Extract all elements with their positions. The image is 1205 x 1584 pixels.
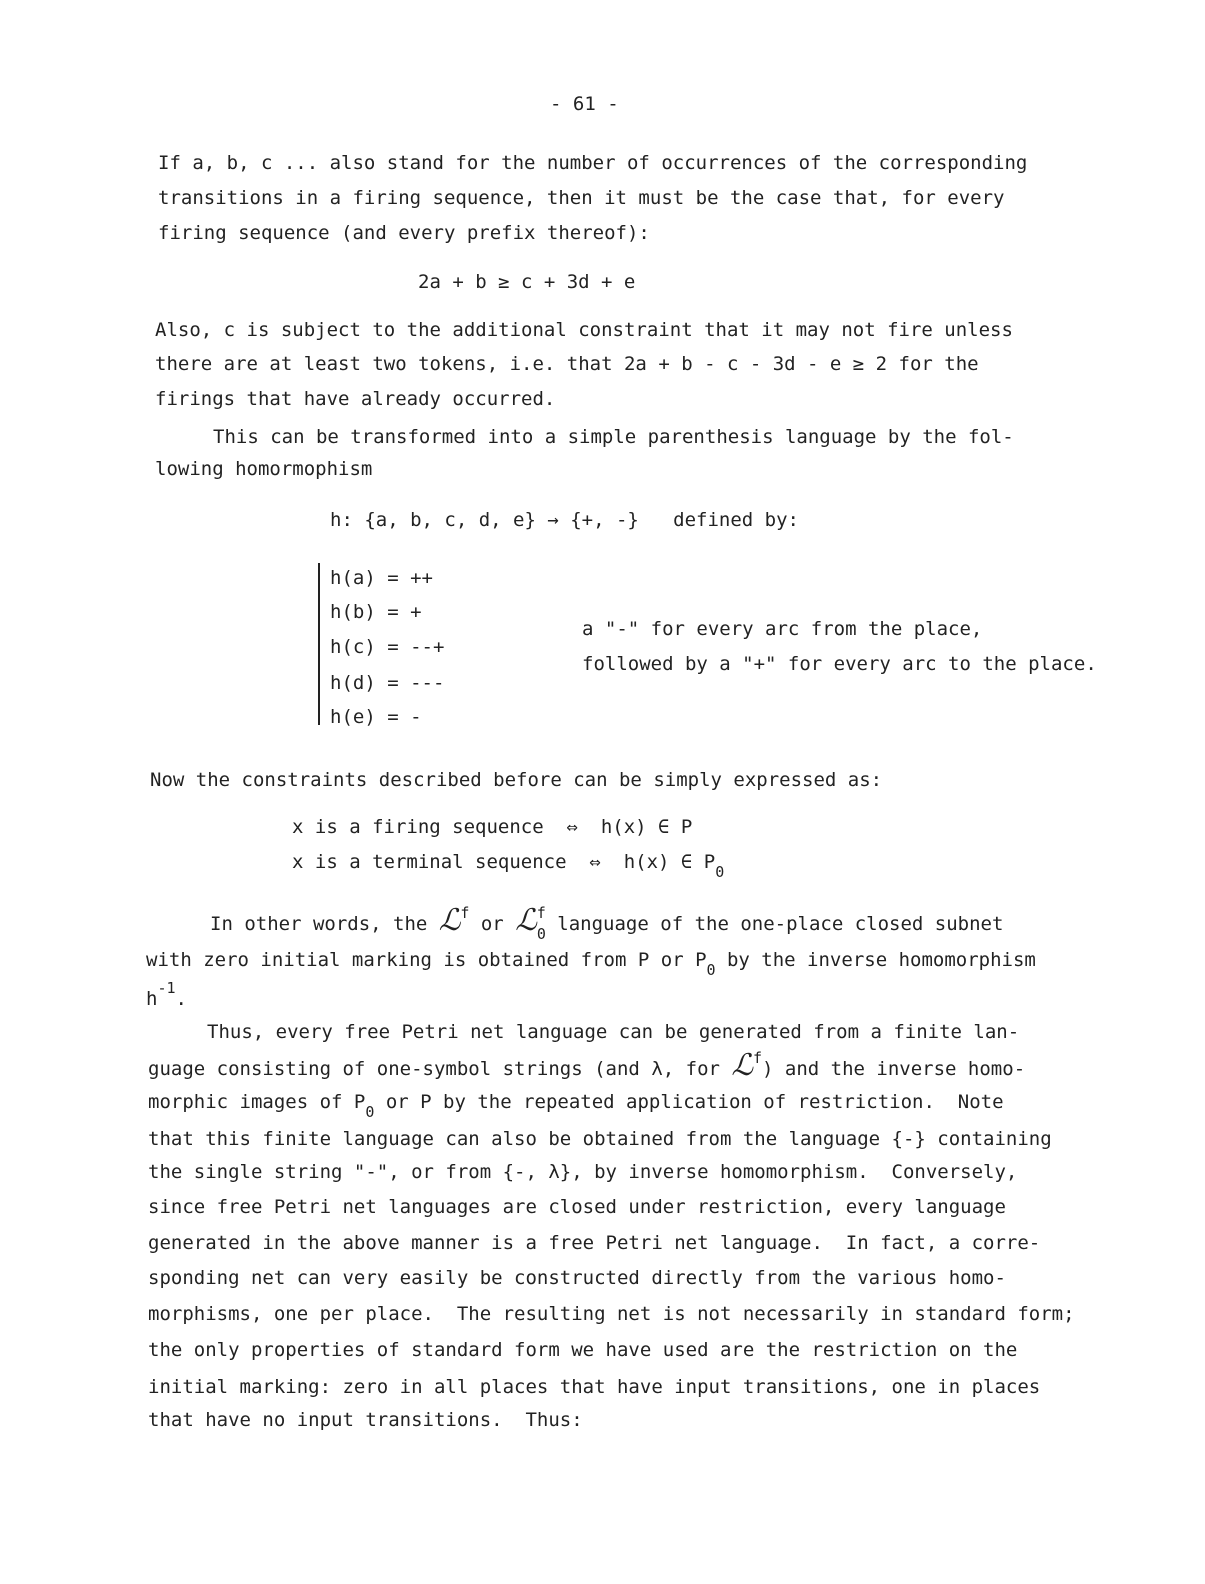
h-map-c: h(c) = --+ [330,636,445,658]
p3-line2: lowing homormophism [155,458,373,480]
p6-line10: the only properties of standard form we have used are the restriction on the [148,1339,1018,1361]
mapping-bracket [318,563,320,725]
p6-line4: that this finite language can also be obtained from the language {-} containing [148,1128,1052,1150]
p6-line3 [148,1093,1004,1120]
p6-line7: generated in the above manner is a free Petri net language. In fact, a corre- [148,1232,1041,1254]
p5-line2 [146,951,1036,978]
h-map-e: h(e) = - [330,706,422,728]
p1-line2: transitions in a firing sequence, then it must be the case that, for every [158,187,1005,209]
superscript-minus-one: -1 [157,979,176,997]
inverse-h: h [146,988,158,1010]
h-note-line2: followed by a "+" for every arc to the place. [582,653,1097,675]
p6-line3-text-b: or P by the repeated application of restriction. Note [374,1091,1004,1113]
p6-line6: since free Petri net languages are closed under restriction, every language [148,1196,1006,1218]
p5-line2-text-a: with zero initial marking is obtained from P or P [146,949,707,971]
p1-line1: If a, b, c ... also stand for the number of occurrences of the corresponding [158,152,1028,174]
p6-line2 [148,1048,1026,1083]
h-note-line1: a "-" for every arc from the place, [582,618,983,640]
p6-line11: initial marking: zero in all places that have input transitions, one in places [148,1376,1041,1398]
p3-line1: This can be transformed into a simple parenthesis language by the fol- [213,426,1014,448]
p6-line5: the single string "-", or from {-, λ}, by inverse homomorphism. Conversely, [148,1161,1018,1183]
period: . [175,988,187,1010]
p5-text-a: In other words, the [210,913,439,935]
superscript-f: f [536,904,546,922]
superscript-f: f [753,1049,763,1067]
homomorphism-definition: h: {a, b, c, d, e} → {+, -} defined by: [330,509,799,531]
superscript-f: f [460,904,470,922]
p5-text-or: or [469,913,516,935]
subscript-zero: 0 [536,925,546,943]
p6-line12: that have no input transitions. Thus: [148,1409,583,1431]
p2-line3: firings that have already occurred. [155,388,556,410]
subscript-zero: 0 [365,1103,375,1121]
p2-line1: Also, c is subject to the additional constraint that it may not fire unless [155,319,1013,341]
p6-line2-text-b: ) and the inverse homo- [762,1058,1026,1080]
p4: Now the constraints described before can be simply expressed as: [150,769,883,791]
subscript-zero: 0 [706,961,716,979]
p5-line1 [210,903,1004,943]
p5-line2-text-b: by the inverse homomorphism [715,949,1036,971]
h-map-b: h(b) = + [330,601,422,623]
p5-line3 [146,981,187,1009]
p5-text-b: language of the one-place closed subnet [545,913,1004,935]
p2-line2: there are at least two tokens, i.e. that 2a + b - c - 3d - e ≥ 2 for the [155,353,979,375]
p6-line3-text-a: morphic images of P [148,1091,366,1113]
equation-inequality: 2a + b ≥ c + 3d + e [418,271,636,293]
p6-line1: Thus, every free Petri net language can be generated from a finite lan- [207,1021,1020,1043]
constraint-firing: x is a firing sequence ⇔ h(x) ∈ P [292,816,693,838]
script-l-symbol: ℒ [515,903,537,938]
script-l-symbol: ℒ [438,903,461,938]
subscript-zero: 0 [715,863,725,881]
page-number: - 61 - [550,93,619,115]
constraint-terminal [292,853,724,880]
h-map-a: h(a) = ++ [330,567,433,589]
p6-line8: sponding net can very easily be constructed directly from the various homo- [148,1267,1006,1289]
p6-line2-text-a: guage consisting of one-symbol strings (and λ, for [148,1058,732,1080]
script-l-symbol: ℒ [731,1048,753,1083]
h-map-d: h(d) = --- [330,672,445,694]
p1-line3: firing sequence (and every prefix thereof): [158,222,650,244]
p6-line9: morphisms, one per place. The resulting net is not necessarily in standard form; [148,1303,1075,1325]
constraint-terminal-text: x is a terminal sequence ⇔ h(x) ∈ P [292,851,716,873]
